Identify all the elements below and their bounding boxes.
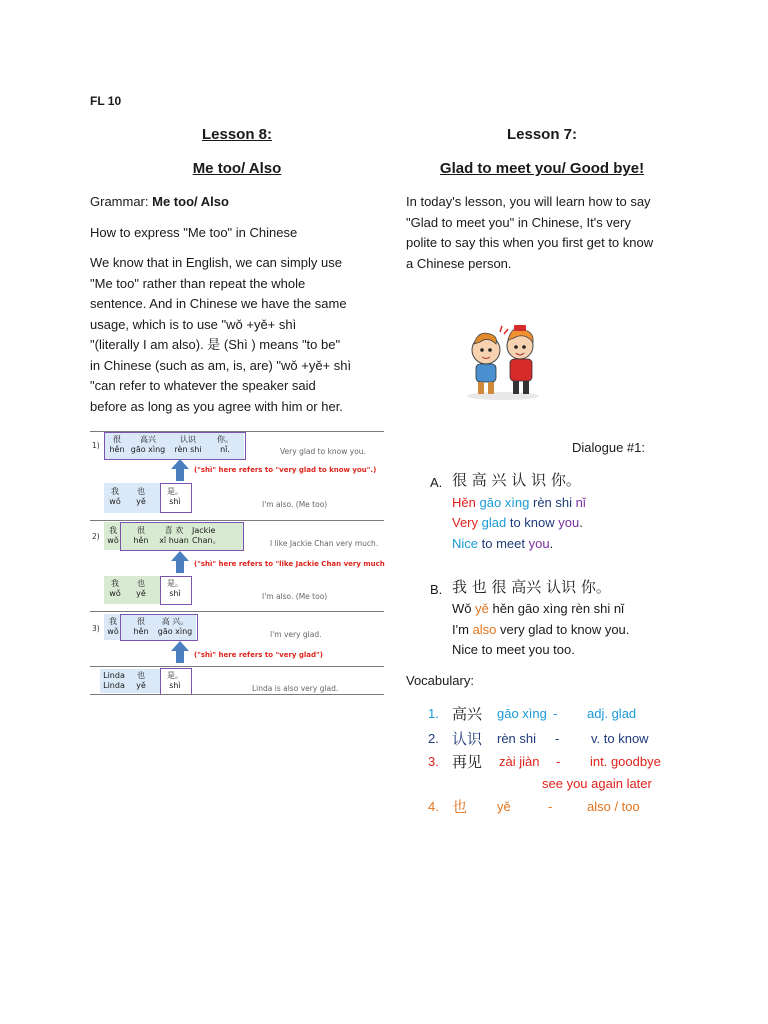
punct: . — [579, 515, 583, 530]
pinyin: shì — [169, 497, 181, 506]
hanzi: 是。 — [167, 579, 183, 588]
word: to know — [509, 515, 555, 530]
intro-line: In today's lesson, you will learn how to say — [406, 194, 651, 209]
vocab-number: 1. — [428, 706, 439, 721]
greeting-cartoon-illustration — [458, 322, 548, 402]
body-line: "can refer to whatever the speaker said — [90, 378, 316, 393]
hanzi: 我 — [109, 526, 117, 535]
pinyin: hěn — [133, 536, 149, 545]
pinyin-word: hěn gāo xìng rèn shi nǐ — [492, 601, 625, 616]
vocab-label: Vocabulary: — [406, 673, 474, 688]
translation: Linda is also very glad. — [252, 684, 339, 693]
item-marker: B. — [430, 582, 443, 597]
grammar-table — [90, 431, 384, 695]
translation: I'm very glad. — [270, 630, 322, 639]
vocab-pinyin: rèn shi — [497, 731, 537, 746]
vocab-hanzi: 再见 — [452, 753, 483, 771]
vocab-meaning: also / too — [587, 799, 640, 814]
hanzi: 认识 — [180, 435, 196, 444]
vocab-number: 3. — [428, 754, 439, 769]
hanzi: 也 — [137, 487, 145, 496]
pinyin: nǐ. — [220, 445, 230, 454]
lesson7-intro — [406, 192, 696, 274]
pinyin: hěn — [133, 627, 149, 636]
name: Linda — [103, 681, 125, 690]
vocab-pinyin: yě — [497, 799, 511, 814]
up-arrow-icon — [171, 459, 189, 481]
table-note: ("shì" here refers to "very glad to know you".) — [194, 466, 377, 474]
dialogue-label: Dialogue #1: — [572, 440, 645, 455]
dialogue-a-hanzi: 很 高 兴 认 识 你。 — [452, 471, 581, 489]
table-note: ("shì" here refers to "very glad") — [194, 651, 323, 659]
intro-line: "Glad to meet you" in Chinese, It's very — [406, 214, 631, 230]
hanzi: 高兴 — [140, 435, 156, 444]
dialogue-a-pinyin — [452, 493, 586, 514]
pinyin: shì — [169, 681, 181, 690]
word: Nice — [452, 536, 479, 551]
pinyin: wǒ — [107, 627, 119, 636]
vocab-meaning: v. to know — [591, 731, 649, 746]
hanzi: 很 — [137, 617, 145, 626]
how-to-line: How to express "Me too" in Chinese — [90, 225, 298, 240]
row-number: 3) — [92, 624, 100, 633]
dialogue-b-translation1 — [452, 620, 629, 641]
hanzi: 高 兴。 — [161, 617, 189, 626]
grammar-value: Me too/ Also — [152, 194, 229, 209]
hanzi: 也 — [137, 579, 145, 588]
hanzi: 很 — [113, 435, 121, 444]
vocab-hanzi: 也 — [452, 798, 468, 816]
vocab-number: 2. — [428, 731, 439, 746]
dialogue-b-pinyin — [452, 599, 624, 620]
hanzi: 我 — [111, 579, 119, 588]
pinyin: yě — [136, 497, 146, 506]
hanzi: 喜 欢 — [164, 526, 184, 535]
english-name: Jackie Chan。 — [192, 526, 221, 545]
vocab-hanzi: 认识 — [452, 730, 483, 748]
translation: I'm also. (Me too) — [262, 592, 328, 601]
lesson8-title: Me too/ Also — [192, 160, 282, 177]
translation: I'm also. (Me too) — [262, 500, 328, 509]
punct: . — [549, 536, 554, 551]
vocab-dash: - — [556, 754, 561, 769]
intro-line: a Chinese person. — [406, 255, 512, 271]
lesson8-heading: Lesson 8: — [201, 126, 273, 143]
hanzi: 是。 — [167, 487, 183, 496]
vocab-pinyin: zài jiàn — [499, 754, 540, 769]
dialogue-b-translation2: Nice to meet you too. — [452, 642, 575, 657]
translation: I like Jackie Chan very much. — [270, 539, 379, 548]
vocab-number: 4. — [428, 799, 439, 814]
pinyin: wǒ — [109, 589, 121, 598]
dialogue-b-hanzi: 我 也 很 高兴 认识 你。 — [452, 578, 611, 596]
pinyin-word: Hěn — [452, 495, 476, 510]
hanzi: 我 — [111, 487, 119, 496]
word: glad — [481, 515, 507, 530]
pinyin: wǒ — [107, 536, 119, 545]
pinyin: yě — [136, 589, 146, 598]
body-line: in Chinese (such as am, is, are) "wǒ +yě+ shì — [90, 357, 352, 373]
vocab-dash: - — [555, 731, 560, 746]
pinyin: wǒ — [109, 497, 121, 506]
row-number: 2) — [92, 532, 100, 541]
hanzi: 是。 — [167, 671, 183, 680]
pinyin-word: yě — [475, 601, 489, 616]
word: to meet — [481, 536, 525, 551]
pinyin-word: gāo xìng — [479, 495, 530, 510]
dialogue-a-translation1 — [452, 513, 583, 534]
pinyin-word: Wǒ — [452, 601, 472, 616]
vocab-dash: - — [553, 706, 558, 721]
hanzi: 很 — [137, 526, 145, 535]
grammar-line — [90, 192, 229, 213]
hanzi: 也 — [137, 671, 145, 680]
pinyin-word: nǐ — [575, 495, 586, 510]
vocab-dash: - — [548, 799, 553, 814]
row-number: 1) — [92, 441, 100, 450]
hanzi: 我 — [109, 617, 117, 626]
name: Linda — [103, 671, 125, 680]
body-line: "(literally I am also). 是 (Shì ) means "to be" — [90, 337, 341, 352]
grammar-body — [90, 253, 384, 417]
dialogue-a-translation2 — [452, 534, 553, 555]
vocab-hanzi: 高兴 — [452, 705, 483, 723]
course-code: FL 10 — [90, 94, 122, 108]
table-bottom-border — [90, 694, 384, 696]
pinyin: rèn shi — [174, 445, 202, 454]
word: you — [558, 515, 580, 530]
pinyin: gāo xìng — [157, 627, 193, 636]
word: very glad to know you. — [500, 622, 630, 637]
pinyin: gāo xìng — [130, 445, 166, 454]
body-line: We know that in English, we can simply use — [90, 255, 342, 270]
word: I'm — [452, 622, 469, 637]
grammar-label: Grammar: — [90, 194, 149, 209]
pinyin-word: rèn shi — [532, 495, 573, 510]
pinyin: shì — [169, 589, 181, 598]
body-line: before as long as you agree with him or her. — [90, 398, 343, 414]
vocab-meaning: int. goodbye — [590, 754, 661, 769]
up-arrow-icon — [171, 641, 189, 663]
translation: Very glad to know you. — [280, 447, 366, 456]
vocab-pinyin: gāo xìng — [497, 706, 547, 721]
word: Very — [452, 515, 479, 530]
pinyin: xǐ huan — [159, 536, 189, 545]
body-line: sentence. And in Chinese we have the same — [90, 296, 347, 311]
body-line: "Me too" rather than repeat the whole — [90, 275, 306, 291]
item-marker: A. — [430, 475, 443, 490]
body-line: usage, which is to use "wǒ +yě+ shì — [90, 316, 297, 332]
vocab-meaning: adj. glad — [587, 706, 637, 721]
up-arrow-icon — [171, 551, 189, 573]
vocab-extra: see you again later — [542, 776, 652, 791]
word: also — [472, 622, 497, 637]
hanzi: 你。 — [217, 435, 233, 444]
lesson7-title: Glad to meet you/ Good bye! — [439, 160, 645, 177]
word: you — [528, 536, 550, 551]
intro-line: polite to say this when you first get to know — [406, 235, 654, 250]
pinyin: hěn — [109, 445, 125, 454]
table-note: ("shì" here refers to "like Jackie Chan very much — [194, 560, 385, 568]
lesson7-heading: Lesson 7: — [506, 126, 578, 143]
pinyin: yě — [136, 681, 146, 690]
